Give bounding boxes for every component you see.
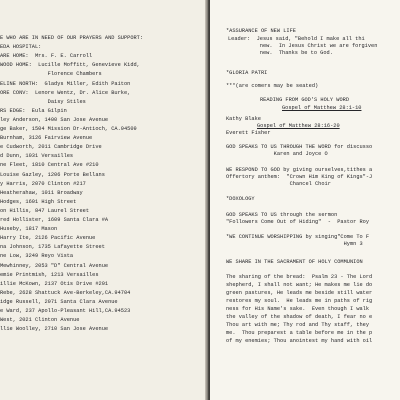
prayer-list-line: ORE CONV: Lenore Wentz, Dr. Alice Burke, [0,89,131,96]
assurance-line: Leader: Jesus said, "Behold I make all thi [228,36,365,42]
choir: Chancel Choir [226,181,331,187]
assurance-line: new. Thanks be to God. [228,50,333,56]
prayer-list-line: Florence Chambers [0,71,102,78]
prayer-list-line: na Johnson, 1735 Lafayette Street [0,244,105,251]
reading-heading: READING FROM GOD'S HOLY WORD [260,97,350,103]
psalm-line: Thou art with me; Thy rod and Thy staff, they [226,322,370,328]
prayer-list-line: West, 2021 Clinton Avenue [0,317,80,324]
prayer-list-line: Daisy Stiles [0,98,86,105]
prayer-list-line: illie McKown, 2137 Otis Drive #201 [0,280,109,287]
prayer-list-line: e Ward, 237 Apollo-Pleasant Hill,CA.94523 [0,308,131,314]
prayer-list-line: Huseby, 1817 Mason [0,226,58,233]
prayer-list-line: Heatherahaw, 1011 Broadway [0,189,83,196]
psalm-line: ness for His Name's sake. Even though I walk [226,306,370,312]
reader-name: Everett Fisher [226,130,271,136]
prayer-list-line: ELINE NORTH: Gladys Miller, Edith Paiton [0,80,131,87]
prayer-list-line: emie Printmish, 1213 Versailles [0,271,99,278]
sermon-intro: GOD SPEAKS TO US through the sermon [226,212,338,218]
doxology: *DOXOLOGY [226,196,255,202]
prayer-list-line: on Hillis, 847 Laurel Street [0,207,90,214]
prayer-list-line: EDA HOSPITAL: [0,44,42,51]
psalm-line: green pastures, He leads me beside still water [226,290,373,296]
prayer-list-line: ley Anderson, 1400 San Jose Avenue [0,116,109,123]
prayer-list-line: RS EDGE: Eula Gilpin [0,107,67,114]
prayer-list-line: ne Fleet, 1810 Central Ave #210 [0,162,99,169]
psalm-line: The sharing of the bread: Psalm 23 - The Lord [226,274,373,280]
prayer-list-line: E WHO ARE IN NEED OF OUR PRAYERS AND SUPPORT: [0,35,144,41]
prayer-list-line: e Cudworth, 2011 Cambridge Drive [0,144,102,151]
right-page [210,0,400,400]
gloria-patri: *GLORIA PATRI [226,70,268,76]
prayer-list-line: llie Woolley, 2710 San Jose Avenue [0,326,109,333]
assurance-line: new. In Jesus Christ we are forgiven [228,43,378,49]
we-respond: WE RESPOND TO GOD by giving ourselves,tithes a [226,167,373,173]
psalm-line: the valley of the shadow of death, I fear no e [226,314,373,320]
hymn-number: Hymn 3 [226,241,363,247]
sermon-title: "Followers Come Out of Hiding" - Pastor Roy [226,219,370,225]
prayer-list-line: ARE HOME: Mrs. F. E. Carroll [0,53,93,60]
prayer-list-line: Hodges, 1601 High Street [0,198,77,205]
prayer-list-line: y Harris, 2070 Clinton #217 [0,180,86,187]
prayer-list-line: Louise Gazley, 1206 Porte Bellans [0,171,105,178]
reader-name: Kathy Blake [226,116,261,122]
psalm-line: of my enemies; Thou anointest my hand with oil [226,338,373,344]
prayer-list-line: d Dunn, 1031 Versailles [0,153,74,160]
continue-worshipping: *WE CONTINUE WORSHIPPING by singing"Come To F [226,234,370,240]
prayer-list-line: ge Baker, 1504 Mission Dr-Antioch, CA.94509 [0,126,137,132]
god-speaks-word: GOD SPEAKS TO US THROUGH THE WORD for discusso [226,144,373,150]
prayer-list-line: red Hollister, 1609 Santa Clara #A [0,217,109,223]
prayer-list-line: WOOD HOME: Lucille Moffitt, Genevieve Kidd, [0,62,140,69]
sacrament-heading: WE SHARE IN THE SACRAMENT OF HOLY COMMUNION [226,259,363,265]
gospel-reference-1: Gospel of Matthew 28:1-10 [282,105,362,111]
prayer-list-line: Harry Ite, 2126 Pacific Avenue [0,235,96,242]
gospel-reference-2: Gospel of Matthew 28:16-20 [257,123,340,129]
psalm-line: me. Thou preparest a table before me in the p [226,330,373,336]
prayer-list-line: Mewhinney, 2053 "D" Central Avenue [0,262,109,269]
prayer-list-line: Burnham, 3126 Fairview Avenue [0,135,93,142]
prayer-list-line: idge Russell, 2071 Santa Clara Avenue [0,298,118,305]
offertory-anthem: Offertory anthem: "Crown Him King of Kings"-J [226,174,373,180]
prayer-list-line: Rebe, 2628 Shattuck Ave-Berkeley,CA.94704 [0,289,131,296]
performers: Karen and Joyce O [226,151,328,157]
prayer-list-line: ne Low, 3249 Reyo Vista [0,253,74,260]
usher-note: ***(are comers may be seated) [226,83,319,89]
psalm-line: restores my soul. He leads me in paths of rig [226,298,373,304]
psalm-line: shepherd, I shall not want; He makes me lie do [226,282,373,288]
assurance-heading: *ASSURANCE OF NEW LIFE [226,28,296,34]
